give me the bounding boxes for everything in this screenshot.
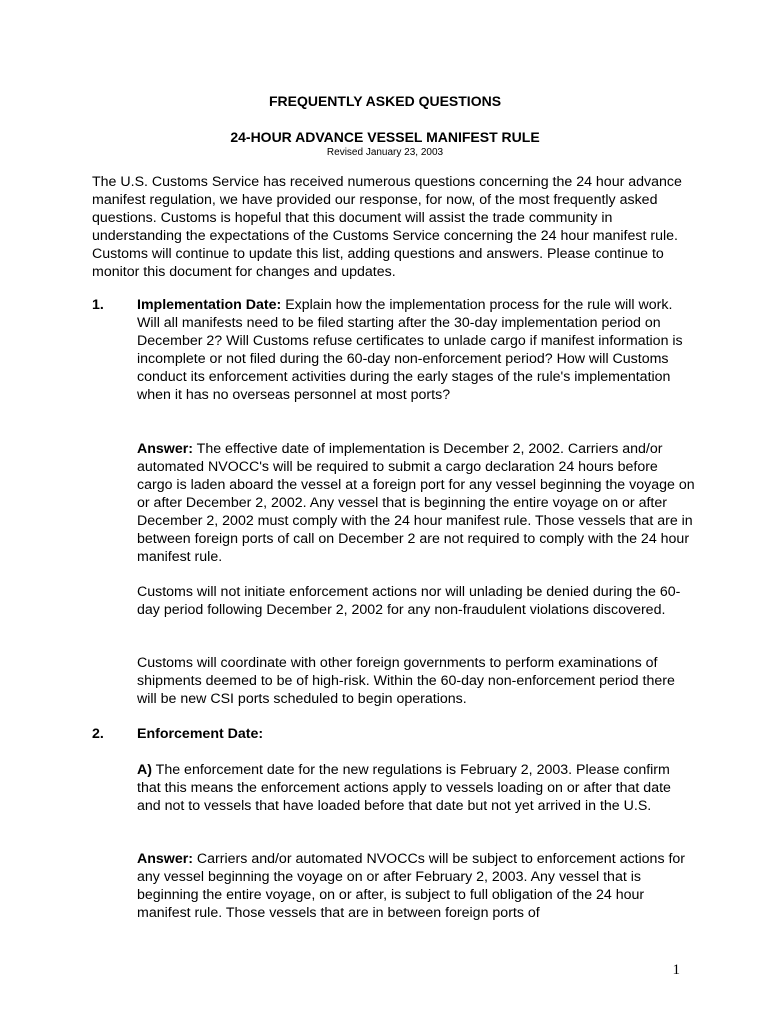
question-1-number: 1. xyxy=(92,297,104,313)
answer-label: Answer: xyxy=(137,851,193,867)
question-1-paragraph-3: Customs will coordinate with other foreign governments to perform examinations of shipments deemed to be of high-risk. Within the 60-day non-enforcement period there will be new CSI ports scheduled to begin operations. xyxy=(137,655,675,707)
question-1-text xyxy=(137,296,697,404)
revision-date: Revised January 23, 2003 xyxy=(326,147,444,158)
question-2-heading: Enforcement Date: xyxy=(137,726,264,742)
question-1-paragraph-2: Customs will not initiate enforcement actions nor will unlading be denied during the 60-day period following December 2, 2002 for any non-fraudulent violations discovered. xyxy=(137,584,681,618)
question-1-heading: Implementation Date: xyxy=(137,297,282,313)
document-title: FREQUENTLY ASKED QUESTIONS xyxy=(268,93,502,109)
question-2-number: 2. xyxy=(92,726,104,742)
question-2-part-a xyxy=(137,761,697,815)
question-2-answer xyxy=(137,850,697,922)
question-1-body: Explain how the implementation process for the rule will work. Will all manifests need to be filed starting after the 30-day implementation period on December 2? Will Customs refuse certificates to unlade cargo if manifest information is incomplete or not filed during the 60-day non-enforcement period? How will Customs conduct its enforcement activities during the early stages of the rule's implementation when it has no overseas personnel at most ports? xyxy=(137,297,683,403)
question-2-answer-body: Carriers and/or automated NVOCCs will be subject to enforcement actions for any vessel beginning the voyage on or after February 2, 2003. Any vessel that is beginning the entire voyage, on or after, is subject to full obligation of the 24 hour manifest rule. Those vessels that are in between foreign ports of xyxy=(137,851,686,921)
document-subtitle: 24-HOUR ADVANCE VESSEL MANIFEST RULE xyxy=(230,129,540,145)
part-a-text: The enforcement date for the new regulations is February 2, 2003. Please confirm that this means the enforcement actions apply to vessels loading on or after that date and not to vessels that have loaded before that date but not yet arrived in the U.S. xyxy=(137,762,671,814)
question-1-answer-body: The effective date of implementation is December 2, 2002. Carriers and/or automated NVOCC's will be required to submit a cargo declaration 24 hours before cargo is laden aboard the vessel at a foreign port for any vessel beginning the voyage on or after December 2, 2002. Any vessel that is beginning the entire voyage on or after December 2, 2002 must comply with the 24 hour manifest rule. Those vessels that are in between foreign ports of call on December 2 are not required to comply with the 24 hour manifest rule. xyxy=(137,441,695,565)
answer-label: Answer: xyxy=(137,441,193,457)
question-1-answer xyxy=(137,440,697,566)
page-number: 1 xyxy=(672,962,680,978)
part-a-label: A) xyxy=(137,762,152,778)
intro-paragraph: The U.S. Customs Service has received numerous questions concerning the 24 hour advance manifest regulation, we have provided our response, for now, of the most frequently asked questions. Customs is hopeful that this document will assist the trade community in understanding the expectations of the Customs Service concerning the 24 hour manifest rule. Customs will continue to update this list, adding questions and answers. Please continue to monitor this document for changes and updates. xyxy=(92,174,682,280)
